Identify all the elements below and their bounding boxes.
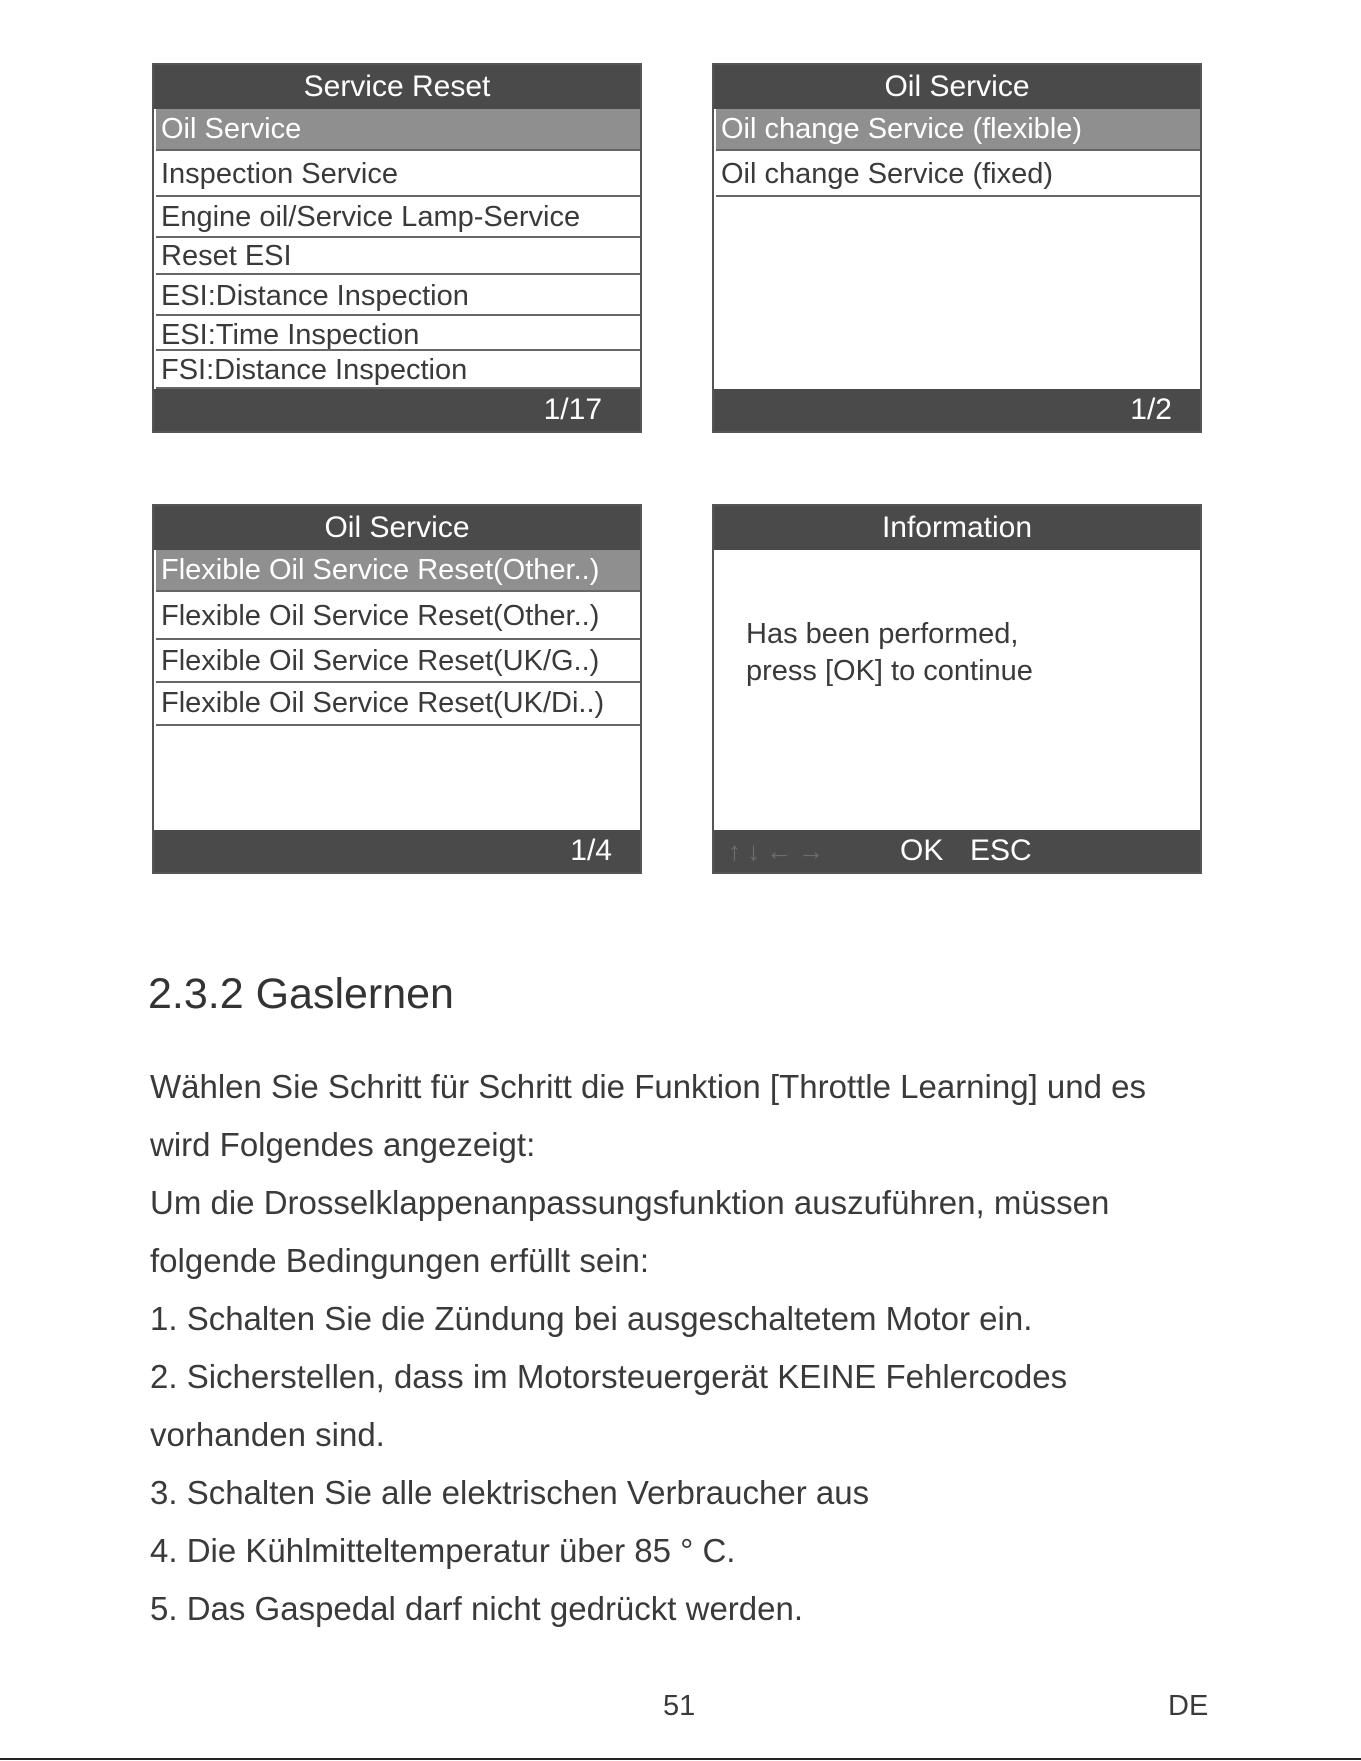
section-title: 2.3.2 Gaslernen bbox=[148, 970, 454, 1018]
menu-item-esi-time-inspection[interactable]: ESI:Time Inspection bbox=[156, 316, 640, 351]
body-line: 5. Das Gaspedal darf nicht gedrückt werden. bbox=[150, 1590, 804, 1627]
screen-title: Information bbox=[714, 506, 1200, 550]
info-message bbox=[746, 616, 1033, 690]
screen-title: Oil Service bbox=[714, 65, 1200, 109]
menu-item-oil-change-flexible[interactable]: Oil change Service (flexible) bbox=[716, 109, 1200, 151]
menu-item-fsi-distance-inspection[interactable]: FSI:Distance Inspection bbox=[156, 351, 640, 389]
menu-item-oil-change-fixed[interactable]: Oil change Service (fixed) bbox=[716, 151, 1200, 197]
ok-button[interactable]: OK bbox=[900, 834, 944, 867]
menu-item-oil-service[interactable]: Oil Service bbox=[156, 109, 640, 151]
section-body bbox=[150, 1058, 1270, 1638]
screen-flexible-oil-reset bbox=[152, 504, 642, 874]
body-line: folgende Bedingungen erfüllt sein: bbox=[150, 1242, 650, 1279]
page-number: 51 bbox=[663, 1690, 696, 1722]
screen-title: Oil Service bbox=[154, 506, 640, 550]
screen-footer bbox=[714, 830, 1200, 872]
screen-information bbox=[712, 504, 1202, 874]
screen-footer bbox=[714, 389, 1200, 431]
screen-title: Service Reset bbox=[154, 65, 640, 109]
body-line: 1. Schalten Sie die Zündung bei ausgeschaltetem Motor ein. bbox=[150, 1300, 1033, 1337]
arrow-up-icon[interactable]: ↑ bbox=[728, 836, 747, 866]
menu-item-flexible-reset-other-2[interactable]: Flexible Oil Service Reset(Other..) bbox=[156, 592, 640, 640]
arrow-right-icon[interactable]: → bbox=[798, 836, 830, 866]
page-indicator: 1/4 bbox=[570, 834, 612, 867]
body-line: vorhanden sind. bbox=[150, 1416, 385, 1453]
body-line: 3. Schalten Sie alle elektrischen Verbraucher aus bbox=[150, 1474, 870, 1511]
body-line: Wählen Sie Schritt für Schritt die Funktion [Throttle Learning] und es bbox=[150, 1068, 1146, 1105]
page-indicator: 1/2 bbox=[1130, 393, 1172, 426]
esc-button[interactable]: ESC bbox=[970, 834, 1032, 867]
body-line: wird Folgendes angezeigt: bbox=[150, 1126, 536, 1163]
menu-item-flexible-reset-uk-di[interactable]: Flexible Oil Service Reset(UK/Di..) bbox=[156, 683, 640, 726]
menu-list bbox=[714, 109, 1200, 197]
menu-item-esi-distance-inspection[interactable]: ESI:Distance Inspection bbox=[156, 275, 640, 316]
page-indicator: 1/17 bbox=[543, 393, 602, 426]
menu-item-inspection-service[interactable]: Inspection Service bbox=[156, 151, 640, 197]
body-line: 2. Sicherstellen, dass im Motorsteuergerät KEINE Fehlercodes bbox=[150, 1358, 1068, 1395]
body-line: Um die Drosselklappenanpassungsfunktion auszuführen, müssen bbox=[150, 1184, 1110, 1221]
screen-footer bbox=[154, 830, 640, 872]
menu-list bbox=[154, 550, 640, 726]
nav-arrows bbox=[728, 830, 830, 872]
screen-service-reset bbox=[152, 63, 642, 433]
info-message-line-2: press [OK] to continue bbox=[746, 655, 1033, 687]
menu-item-engine-oil-service-lamp[interactable]: Engine oil/Service Lamp-Service bbox=[156, 197, 640, 238]
screen-footer bbox=[154, 389, 640, 431]
arrow-left-icon[interactable]: ← bbox=[766, 836, 798, 866]
menu-item-reset-esi[interactable]: Reset ESI bbox=[156, 238, 640, 275]
menu-list bbox=[154, 109, 640, 389]
menu-item-flexible-reset-other-1[interactable]: Flexible Oil Service Reset(Other..) bbox=[156, 550, 640, 592]
info-message-line-1: Has been performed, bbox=[746, 618, 1019, 650]
bottom-rule bbox=[0, 1758, 1361, 1760]
screen-oil-service-options bbox=[712, 63, 1202, 433]
menu-item-flexible-reset-uk-g[interactable]: Flexible Oil Service Reset(UK/G..) bbox=[156, 640, 640, 683]
language-code: DE bbox=[1168, 1690, 1209, 1722]
body-line: 4. Die Kühlmitteltemperatur über 85 ° C. bbox=[150, 1532, 736, 1569]
arrow-down-icon[interactable]: ↓ bbox=[747, 836, 766, 866]
